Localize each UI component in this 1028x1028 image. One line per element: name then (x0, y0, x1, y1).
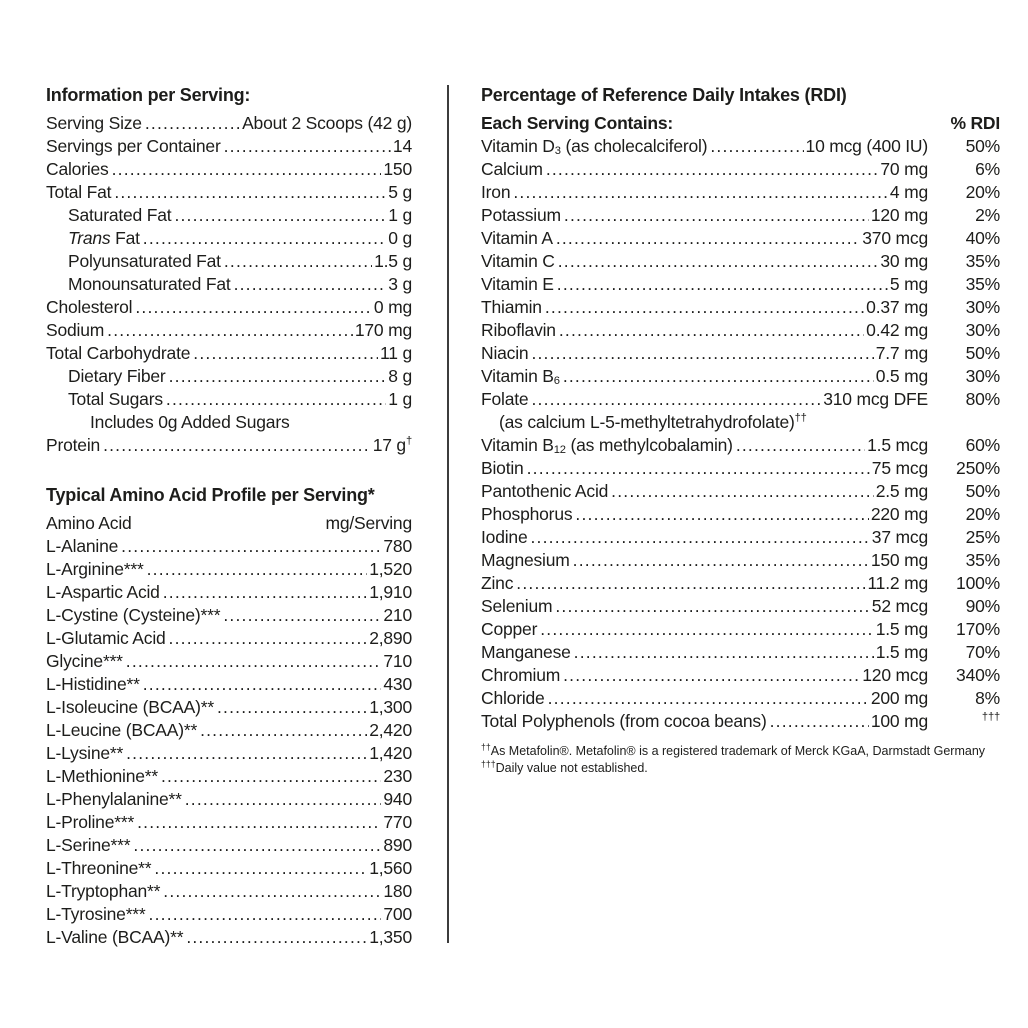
rdi-row (481, 595, 1000, 618)
nutrition-row (46, 434, 412, 457)
dot-leader (224, 250, 372, 273)
nutrient-label: Niacin (481, 343, 529, 363)
nutrient-rdi: 90% (965, 596, 1000, 616)
dot-leader (546, 158, 879, 181)
rdi-row (481, 181, 1000, 204)
nutrient-value: 8 g (388, 366, 412, 386)
amino-value: 700 (383, 904, 412, 924)
nutrient-label: Phosphorus (481, 504, 573, 524)
nutrient-label: Thiamin (481, 297, 542, 317)
nutrient-label: Cholesterol (46, 297, 133, 317)
rdi-percent-header: % RDI (950, 113, 1000, 133)
amino-row (46, 788, 412, 811)
dot-leader (563, 365, 874, 388)
dot-leader (169, 627, 368, 650)
amino-label: L-Leucine (BCAA)** (46, 720, 198, 740)
rdi-row (481, 296, 1000, 319)
nutrient-amount: 75 mcg (871, 458, 928, 478)
rdi-header-row (481, 112, 1000, 135)
nutrient-label: Calcium (481, 159, 543, 179)
amino-row (46, 535, 412, 558)
nutrient-rdi: ††† (981, 711, 1000, 724)
column-divider (447, 85, 449, 943)
dot-leader (107, 319, 353, 342)
nutrient-label: Pantothenic Acid (481, 481, 609, 501)
nutrient-amount: 0.37 mg (866, 297, 928, 317)
amino-label: L-Histidine** (46, 674, 140, 694)
rdi-row (481, 319, 1000, 342)
nutrient-amount: 4 mg (889, 182, 928, 202)
amino-row (46, 765, 412, 788)
nutrition-row (46, 181, 412, 204)
amino-label: L-Glutamic Acid (46, 628, 166, 648)
amino-row (46, 834, 412, 857)
amino-row (46, 558, 412, 581)
nutrient-label: Vitamin E (481, 274, 554, 294)
nutrient-rdi: 30% (965, 366, 1000, 386)
nutrient-rdi: 250% (956, 458, 1000, 478)
amino-value: 1,300 (369, 697, 412, 717)
nutrient-amount: 7.7 mg (875, 343, 928, 363)
nutrient-rdi: 35% (965, 274, 1000, 294)
rdi-row (481, 526, 1000, 549)
folate-source-note: (as calcium L-5-methyltetrahydrofolate)†† (499, 412, 807, 432)
nutrient-value: 0 mg (373, 297, 412, 317)
nutrient-value: 3 g (388, 274, 412, 294)
rdi-row (481, 480, 1000, 503)
nutrient-label: Vitamin C (481, 251, 555, 271)
nutrient-rdi: 170% (956, 619, 1000, 639)
nutrient-rdi: 50% (965, 343, 1000, 363)
rdi-row (481, 641, 1000, 664)
nutrient-amount: 220 mg (870, 504, 928, 524)
amino-value: 1,420 (369, 743, 412, 763)
amino-value: 210 (383, 605, 412, 625)
right-column (481, 84, 1000, 777)
amino-label: L-Alanine (46, 536, 119, 556)
rdi-row (481, 434, 1000, 457)
dot-leader (527, 457, 870, 480)
nutrient-label: Servings per Container (46, 136, 221, 156)
dot-leader (575, 503, 868, 526)
rdi-column-header: Each Serving Contains: (481, 113, 674, 133)
amino-row (46, 719, 412, 742)
nutrient-value: 5 g (388, 182, 412, 202)
amino-label: L-Aspartic Acid (46, 582, 160, 602)
amino-value: 430 (383, 674, 412, 694)
amino-value: 1,560 (369, 858, 412, 878)
dot-leader (564, 204, 869, 227)
rdi-row (481, 710, 1000, 733)
dot-leader (200, 719, 367, 742)
dot-leader (137, 811, 381, 834)
dot-leader (611, 480, 874, 503)
amino-section-title: Typical Amino Acid Profile per Serving* (46, 485, 375, 505)
amino-label: L-Isoleucine (BCAA)** (46, 697, 214, 717)
nutrient-amount: 150 mg (870, 550, 928, 570)
dot-leader (548, 687, 869, 710)
nutrient-amount: 1.5 mcg (867, 435, 928, 455)
nutrient-amount: 1.5 mg (875, 619, 928, 639)
amino-row (46, 650, 412, 673)
dot-leader (143, 673, 382, 696)
nutrient-rdi: 20% (965, 504, 1000, 524)
amino-value: 1,910 (369, 582, 412, 602)
amino-row (46, 673, 412, 696)
footnote-metafolin: ††As Metafolin®. Metafolin® is a registered trademark of Merck KGaA, Darmstadt Germany (481, 741, 986, 758)
nutrient-label: Riboflavin (481, 320, 556, 340)
nutrient-rdi: 70% (965, 642, 1000, 662)
dot-leader (557, 273, 888, 296)
nutrient-label: Monounsaturated Fat (68, 274, 231, 294)
dot-leader (710, 135, 803, 158)
nutrient-amount: 37 mcg (871, 527, 928, 547)
dot-leader (563, 664, 860, 687)
nutrient-label: Folate (481, 389, 529, 409)
amino-value: 710 (383, 651, 412, 671)
nutrient-label: Trans Fat (68, 228, 140, 248)
dot-leader (169, 365, 387, 388)
nutrient-amount: 10 mcg (400 IU) (805, 136, 928, 156)
dot-leader (114, 181, 386, 204)
amino-label: L-Tyrosine*** (46, 904, 146, 924)
rdi-row (481, 365, 1000, 388)
nutrient-label: Calories (46, 159, 109, 179)
amino-label: L-Threonine** (46, 858, 152, 878)
amino-value: 180 (383, 881, 412, 901)
nutrient-value: 1 g (388, 389, 412, 409)
dot-leader (530, 526, 869, 549)
dot-leader (531, 342, 873, 365)
amino-label: L-Arginine*** (46, 559, 144, 579)
nutrient-value: 17 g† (372, 435, 412, 455)
nutrient-value: 11 g (380, 343, 412, 363)
amino-label: L-Phenylalanine** (46, 789, 182, 809)
dot-leader (135, 296, 372, 319)
rdi-row (481, 273, 1000, 296)
rdi-section-title: Percentage of Reference Daily Intakes (RDI) (481, 85, 847, 105)
nutrient-rdi: 35% (965, 550, 1000, 570)
nutrition-row (46, 250, 412, 273)
nutrient-value: 0 g (388, 228, 412, 248)
dot-leader (531, 388, 821, 411)
dot-leader (540, 618, 873, 641)
amino-row (46, 903, 412, 926)
dot-leader (186, 926, 367, 949)
dot-leader (161, 765, 381, 788)
footnote-daily-value: †††Daily value not established. (481, 758, 648, 775)
nutrient-amount: 30 mg (880, 251, 928, 271)
nutrition-row (46, 112, 412, 135)
nutrient-rdi: 8% (975, 688, 1000, 708)
nutrition-row (46, 204, 412, 227)
nutrient-label: Includes 0g Added Sugars (90, 412, 290, 432)
dot-leader (736, 434, 865, 457)
amino-row (46, 604, 412, 627)
dot-leader (559, 319, 864, 342)
nutrient-value: 1 g (388, 205, 412, 225)
dot-leader (770, 710, 869, 733)
amino-value: 780 (383, 536, 412, 556)
nutrient-value: 1.5 g (374, 251, 412, 271)
nutrient-label: Dietary Fiber (68, 366, 166, 386)
nutrient-rdi: 50% (965, 481, 1000, 501)
rdi-row (481, 618, 1000, 641)
amino-value: 1,350 (369, 927, 412, 947)
nutrition-row (46, 273, 412, 296)
nutrient-rdi: 340% (956, 665, 1000, 685)
nutrient-rdi: 2% (975, 205, 1000, 225)
nutrient-rdi: 40% (965, 228, 1000, 248)
nutrient-amount: 120 mg (870, 205, 928, 225)
nutrient-label: Total Polyphenols (from cocoa beans) (481, 711, 767, 731)
nutrient-rdi: 20% (965, 182, 1000, 202)
amino-row (46, 581, 412, 604)
dot-leader (513, 181, 888, 204)
nutrition-row (46, 411, 412, 434)
rdi-row (481, 204, 1000, 227)
nutrient-amount: 0.5 mg (875, 366, 928, 386)
dot-leader (545, 296, 864, 319)
nutrient-label: Vitamin $D_3$ (as cholecalciferol) (481, 136, 708, 158)
amino-value: 1,520 (369, 559, 412, 579)
rdi-row (481, 572, 1000, 595)
amino-row (46, 926, 412, 949)
nutrient-label: Polyunsaturated Fat (68, 251, 221, 271)
dot-leader (145, 112, 240, 135)
amino-label: L-Tryptophan** (46, 881, 161, 901)
nutrient-label: Serving Size (46, 113, 142, 133)
nutrient-label: Zinc (481, 573, 514, 593)
nutrient-label: Sodium (46, 320, 105, 340)
nutrition-row (46, 296, 412, 319)
nutrient-label: Iron (481, 182, 511, 202)
rdi-row (481, 457, 1000, 480)
dot-leader (224, 135, 391, 158)
nutrient-rdi: 25% (965, 527, 1000, 547)
nutrient-amount: 370 mcg (862, 228, 928, 248)
nutrient-rdi: 35% (965, 251, 1000, 271)
amino-header-row (46, 512, 412, 535)
nutrient-label: Iodine (481, 527, 528, 547)
dot-leader (112, 158, 382, 181)
nutrient-label: Potassium (481, 205, 561, 225)
amino-label: L-Serine*** (46, 835, 131, 855)
nutrient-rdi: 80% (965, 389, 1000, 409)
amino-row (46, 811, 412, 834)
nutrient-amount: 1.5 mg (875, 642, 928, 662)
nutrient-amount: 120 mcg (862, 665, 928, 685)
amino-value: 230 (383, 766, 412, 786)
nutrient-rdi: 30% (965, 297, 1000, 317)
rdi-row (481, 342, 1000, 365)
nutrient-rdi: 50% (965, 136, 1000, 156)
dot-leader (143, 227, 386, 250)
nutrition-section-title: Information per Serving: (46, 85, 251, 105)
nutrient-label: Chloride (481, 688, 545, 708)
amino-label: L-Lysine** (46, 743, 124, 763)
dot-leader (516, 572, 865, 595)
amino-value: 770 (383, 812, 412, 832)
nutrient-amount: 70 mg (880, 159, 928, 179)
dot-leader (163, 581, 367, 604)
rdi-row (481, 687, 1000, 710)
nutrition-row (46, 319, 412, 342)
amino-label: L-Cystine (Cysteine)*** (46, 605, 221, 625)
nutrition-row (46, 365, 412, 388)
nutrient-value: 14 (392, 136, 412, 156)
nutrient-label: Total Fat (46, 182, 112, 202)
nutrient-amount: 0.42 mg (866, 320, 928, 340)
dot-leader (154, 857, 367, 880)
footnotes (481, 743, 1000, 777)
amino-row (46, 880, 412, 903)
nutrient-value: 170 mg (354, 320, 412, 340)
nutrient-value: About 2 Scoops (42 g) (242, 113, 412, 133)
nutrient-amount: 200 mg (870, 688, 928, 708)
nutrient-amount: 11.2 mg (867, 573, 928, 593)
dot-leader (193, 342, 378, 365)
nutrient-label: Chromium (481, 665, 561, 685)
dot-leader (185, 788, 382, 811)
nutrient-label: Total Sugars (68, 389, 163, 409)
nutrient-label: Saturated Fat (68, 205, 172, 225)
dot-leader (133, 834, 381, 857)
nutrition-row (46, 158, 412, 181)
dot-leader (103, 434, 371, 457)
amino-row (46, 696, 412, 719)
nutrient-amount: 310 mcg DFE (823, 389, 928, 409)
nutrient-amount: 5 mg (889, 274, 928, 294)
nutrient-label: Total Carbohydrate (46, 343, 191, 363)
nutrient-label: Vitamin $B_6$ (481, 366, 560, 388)
dot-leader (555, 595, 869, 618)
amino-label: L-Valine (BCAA)** (46, 927, 184, 947)
rdi-row (481, 388, 1000, 411)
nutrition-row (46, 342, 412, 365)
nutrient-label: Vitamin A (481, 228, 553, 248)
dot-leader (126, 650, 382, 673)
left-column (46, 84, 412, 949)
amino-row (46, 857, 412, 880)
dot-leader (149, 903, 382, 926)
amino-row (46, 742, 412, 765)
nutrient-rdi: 30% (965, 320, 1000, 340)
amino-unit-header: mg/Serving (325, 513, 412, 533)
dot-leader (121, 535, 381, 558)
nutrition-row (46, 227, 412, 250)
nutrient-rdi: 6% (975, 159, 1000, 179)
amino-label: L-Methionine** (46, 766, 158, 786)
nutrient-amount: 2.5 mg (875, 481, 928, 501)
dot-leader (217, 696, 367, 719)
nutrient-label: Protein (46, 435, 101, 455)
dot-leader (166, 388, 386, 411)
rdi-row (481, 135, 1000, 158)
nutrient-label: Vitamin $B_{12}$ (as methylcobalamin) (481, 435, 733, 457)
amino-value: 940 (383, 789, 412, 809)
rdi-row (481, 664, 1000, 687)
amino-column-header: Amino Acid (46, 513, 132, 533)
nutrient-label: Biotin (481, 458, 524, 478)
dot-leader (573, 549, 869, 572)
dot-leader (558, 250, 879, 273)
amino-value: 2,890 (369, 628, 412, 648)
dot-leader (174, 204, 386, 227)
nutrient-label: Manganese (481, 642, 571, 662)
nutrient-label: Selenium (481, 596, 553, 616)
amino-label: Glycine*** (46, 651, 123, 671)
dot-leader (163, 880, 381, 903)
nutrient-rdi: 100% (956, 573, 1000, 593)
amino-acid-section (46, 484, 412, 949)
rdi-row (481, 227, 1000, 250)
amino-value: 890 (383, 835, 412, 855)
nutrition-row (46, 388, 412, 411)
dot-leader (556, 227, 860, 250)
amino-row (46, 627, 412, 650)
nutrient-label: Copper (481, 619, 538, 639)
rdi-row (481, 549, 1000, 572)
dot-leader (574, 641, 874, 664)
amino-label: L-Proline*** (46, 812, 135, 832)
dot-leader (147, 558, 368, 581)
rdi-row (481, 250, 1000, 273)
amino-value: 2,420 (369, 720, 412, 740)
nutrient-rdi: 60% (965, 435, 1000, 455)
dot-leader (126, 742, 367, 765)
rdi-row (481, 503, 1000, 526)
nutrient-value: 150 (383, 159, 412, 179)
nutrient-label: Magnesium (481, 550, 570, 570)
nutrient-amount: 52 mcg (871, 596, 928, 616)
rdi-row (481, 158, 1000, 181)
dot-leader (223, 604, 381, 627)
nutrition-row (46, 135, 412, 158)
nutrient-amount: 100 mg (870, 711, 928, 731)
dot-leader (234, 273, 387, 296)
